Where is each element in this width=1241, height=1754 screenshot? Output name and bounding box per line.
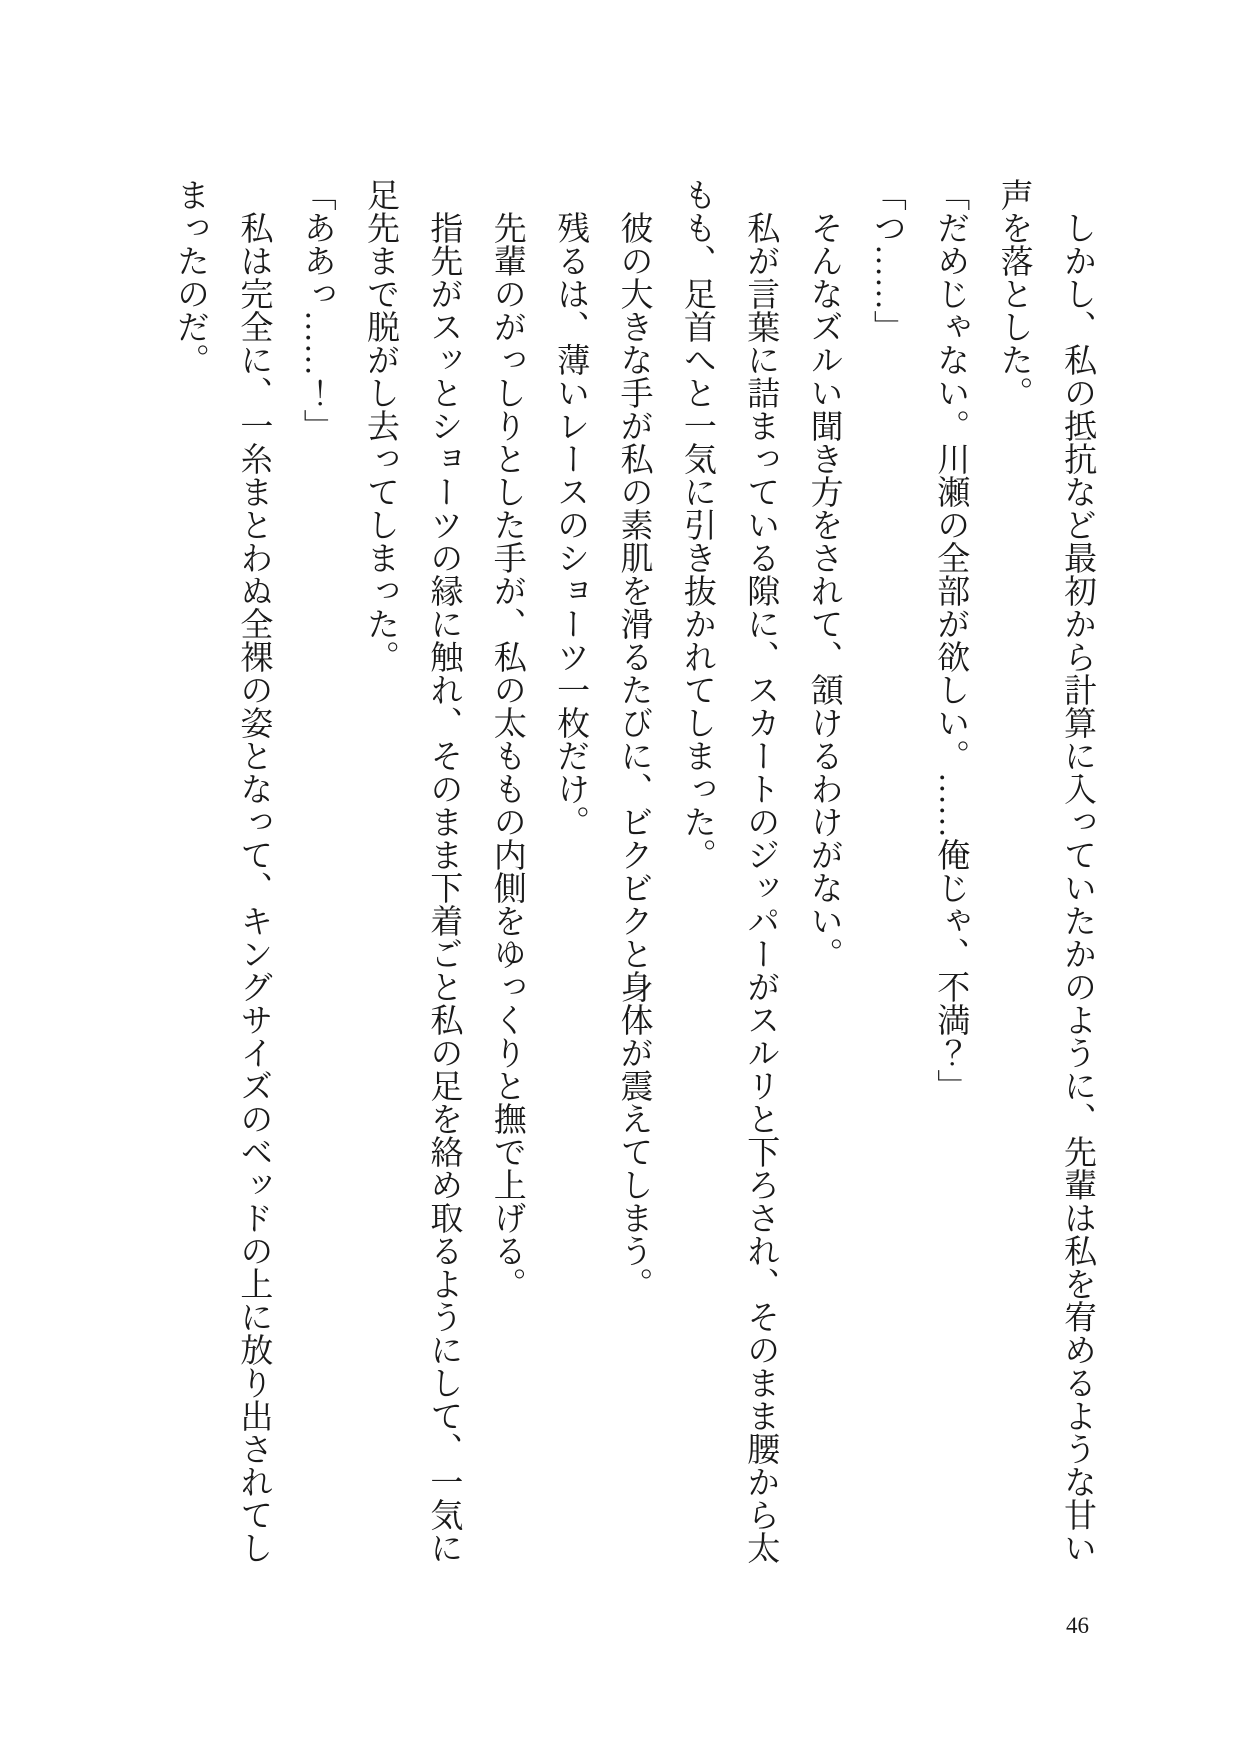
narrative-paragraph: そんなズルい聞き方をされて、頷けるわけがない。	[805, 211, 842, 970]
dialogue-paragraph: 「ああっ……！」	[298, 178, 335, 442]
narrative-paragraph: 私が言葉に詰まっている隙に、スカートのジッパーがスルリと下ろされ、そのまま腰から太もも、足首へと一気に引き抜かれてしまった。	[678, 178, 779, 1564]
narrative-paragraph: 私は完全に、一糸まとわぬ全裸の姿となって、キングサイズのベッドの上に放り出されてしまったのだ。	[171, 178, 272, 1564]
vertical-text-block	[158, 178, 1108, 1568]
narrative-paragraph: 先輩のがっしりとした手が、私の太ももの内側をゆっくりと撫で上げる。	[488, 211, 525, 1300]
narrative-paragraph: 彼の大きな手が私の素肌を滑るたびに、ビクビクと身体が震えてしまう。	[615, 211, 652, 1300]
dialogue-paragraph: 「つ……」	[868, 178, 905, 343]
narrative-paragraph: 残るは、薄いレースのショーツ一枚だけ。	[552, 211, 589, 838]
dialogue-paragraph: 「だめじゃない。川瀬の全部が欲しい。……俺じゃ、不満？」	[932, 178, 969, 1102]
narrative-paragraph: 指先がスッとショーツの縁に触れ、そのまま下着ごと私の足を絡め取るようにして、一気に足先まで脱がし去ってしまった。	[362, 178, 462, 1564]
page-number: 46	[1066, 1613, 1089, 1638]
narrative-paragraph: しかし、私の抵抗など最初から計算に入っていたかのように、先輩は私を宥めるような甘い声を落とした。	[995, 178, 1095, 1564]
